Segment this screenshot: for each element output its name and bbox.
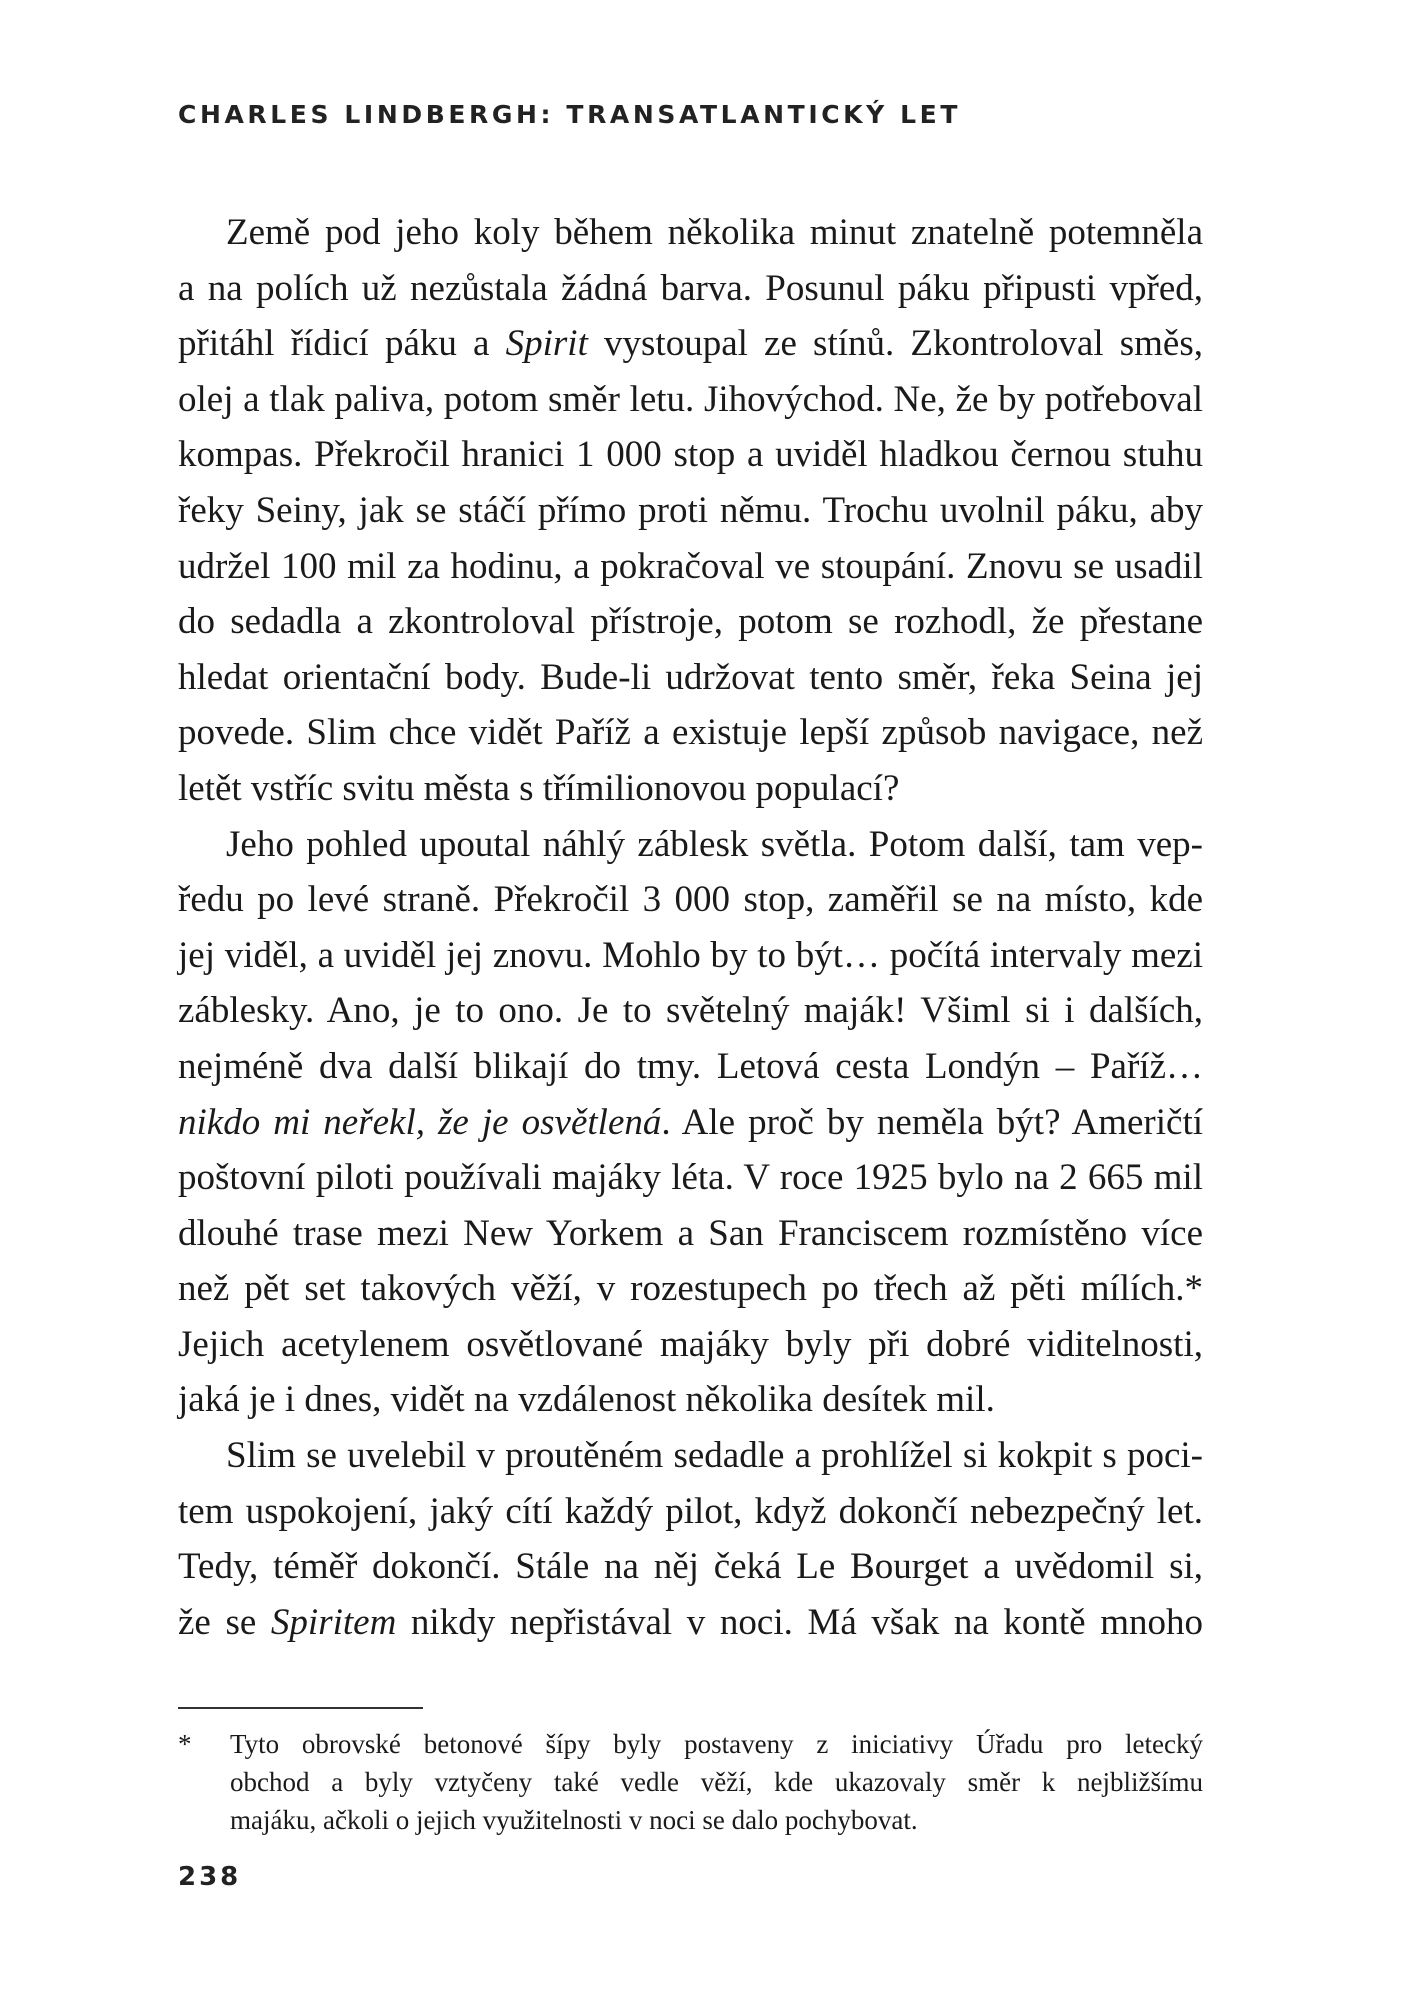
text-line: záblesky. Ano, je to ono. Je to světelný maják! Všiml si i dalších, xyxy=(178,990,1203,1032)
text-line: Jeho pohled upoutal náhlý záblesk světla. Potom další, tam vep- xyxy=(226,823,1203,865)
text-line: že se Spiritem nikdy nepřistával v noci. Má však na kontě mnoho xyxy=(178,1601,1204,1643)
text-line: do sedadla a zkontroloval přístroje, potom se rozhodl, že přestane xyxy=(178,601,1203,643)
text-line: povede. Slim chce vidět Paříž a existuje lepší způsob navigace, než xyxy=(178,712,1203,754)
text-line: řeky Seiny, jak se stáčí přímo proti němu. Trochu uvolnil páku, aby xyxy=(178,489,1203,531)
page-number: 238 xyxy=(178,1862,242,1892)
text-line: Země pod jeho koly během několika minut znatelně potemněla xyxy=(226,212,1203,253)
text-line: jej viděl, a uviděl jej znovu. Mohlo by to být… počítá intervaly mezi xyxy=(178,934,1203,976)
text-line: Slim se uvelebil v proutěném sedadle a prohlížel si kokpit s poci- xyxy=(226,1435,1203,1477)
text-line: ředu po levé straně. Překročil 3 000 stop, zaměřil se na místo, kde xyxy=(178,879,1203,921)
text-line: nikdo mi neřekl, že je osvětlená. Ale proč by neměla být? Američtí xyxy=(178,1101,1203,1143)
footnote-mark: * xyxy=(178,1729,192,1759)
footnote-line: Tyto obrovské betonové šípy byly postaveny z iniciativy Úřadu pro letecký xyxy=(230,1729,1203,1759)
text-line: a na polích už nezůstala žádná barva. Posunul páku připusti vpřed, xyxy=(178,267,1203,309)
footnote-line: obchod a byly vztyčeny také vedle věží, kde ukazovaly směr k nejbližšímu xyxy=(230,1767,1203,1797)
text-line: Jejich acetylenem osvětlované majáky byly při dobré viditelnosti, xyxy=(178,1323,1203,1365)
text-line: než pět set takových věží, v rozestupech po třech až pěti mílích.* xyxy=(178,1268,1203,1310)
footnote-rule xyxy=(178,1707,423,1709)
footnote-line: majáku, ačkoli o jejich využitelnosti v noci se dalo pochybovat. xyxy=(230,1805,918,1835)
text-line: jaká je i dnes, vidět na vzdálenost několika desítek mil. xyxy=(178,1379,995,1421)
text-line: dlouhé trase mezi New Yorkem a San Franciscem rozmístěno více xyxy=(178,1212,1203,1254)
italic-text: nikdo mi neřekl, že je osvětlená xyxy=(178,1101,662,1143)
text-line: udržel 100 mil za hodinu, a pokračoval ve stoupání. Znovu se usadil xyxy=(178,545,1203,587)
footnote xyxy=(178,1725,1203,1839)
text-line: hledat orientační body. Bude-li udržovat tento směr, řeka Seina jej xyxy=(178,656,1203,698)
text-line: přitáhl řídicí páku a Spirit vystoupal ze stínů. Zkontroloval směs, xyxy=(178,323,1203,365)
text-line: poštovní piloti používali majáky léta. V roce 1925 bylo na 2 665 mil xyxy=(178,1157,1203,1199)
text-line: Tedy, téměř dokončí. Stále na něj čeká Le Bourget a uvědomil si, xyxy=(178,1546,1203,1588)
text-line: nejméně dva další blikají do tmy. Letová cesta Londýn – Paříž… xyxy=(178,1045,1203,1087)
text-line: kompas. Překročil hranici 1 000 stop a uviděl hladkou černou stuhu xyxy=(178,434,1203,476)
running-head: CHARLES LINDBERGH: TRANSATLANTICKÝ LET xyxy=(178,100,962,129)
text-line: tem uspokojení, jaký cítí každý pilot, když dokončí nebezpečný let. xyxy=(178,1490,1203,1532)
italic-text: Spiritem xyxy=(270,1601,397,1643)
italic-text: Spirit xyxy=(505,323,588,365)
text-line: letět vstříc svitu města s třímilionovou populací? xyxy=(178,767,900,809)
text-line: olej a tlak paliva, potom směr letu. Jihovýchod. Ne, že by potřeboval xyxy=(178,378,1203,420)
body-text xyxy=(178,205,1203,1650)
